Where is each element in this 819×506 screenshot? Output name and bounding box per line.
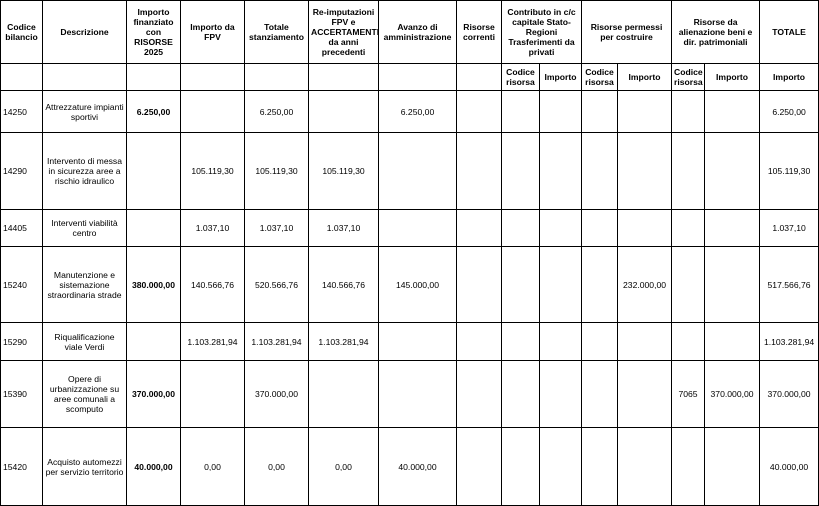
cell-importo-finanziato bbox=[127, 210, 181, 247]
cell-totale: 1.037,10 bbox=[760, 210, 819, 247]
header-importo-fpv: Importo da FPV bbox=[181, 1, 245, 64]
cell-descrizione: Manutenzione e sistemazione straordinaria strade bbox=[43, 247, 127, 323]
table-row bbox=[1, 361, 819, 428]
subheader-contributo-codice: Codice risorsa bbox=[502, 64, 540, 91]
cell-descrizione: Interventi viabilità centro bbox=[43, 210, 127, 247]
subheader-contributo-importo: Importo bbox=[540, 64, 582, 91]
subheader-empty bbox=[245, 64, 309, 91]
header-risorse-correnti: Risorse correnti bbox=[457, 1, 502, 64]
cell-fpv: 105.119,30 bbox=[181, 133, 245, 210]
cell-totale-stanziamento: 370.000,00 bbox=[245, 361, 309, 428]
cell-codice: 15420 bbox=[1, 428, 43, 506]
table-row bbox=[1, 247, 819, 323]
cell-avanzo: 40.000,00 bbox=[379, 428, 457, 506]
cell-reimputazioni: 1.037,10 bbox=[309, 210, 379, 247]
cell-permessi-codice bbox=[582, 428, 618, 506]
cell-alienazione-codice bbox=[672, 210, 705, 247]
header-risorse-permessi: Risorse permessi per costruire bbox=[582, 1, 672, 64]
subheader-totale-importo: Importo bbox=[760, 64, 819, 91]
subheader-row bbox=[1, 64, 819, 91]
cell-importo-finanziato bbox=[127, 323, 181, 361]
cell-risorse-correnti bbox=[457, 210, 502, 247]
cell-contributo-importo bbox=[540, 247, 582, 323]
cell-contributo-importo bbox=[540, 323, 582, 361]
header-totale-stanziamento: Totale stanziamento bbox=[245, 1, 309, 64]
cell-contributo-codice bbox=[502, 133, 540, 210]
cell-codice: 14405 bbox=[1, 210, 43, 247]
cell-fpv bbox=[181, 91, 245, 133]
cell-reimputazioni: 140.566,76 bbox=[309, 247, 379, 323]
cell-avanzo bbox=[379, 210, 457, 247]
table-row bbox=[1, 323, 819, 361]
cell-codice: 15240 bbox=[1, 247, 43, 323]
cell-permessi-importo bbox=[618, 91, 672, 133]
cell-avanzo: 6.250,00 bbox=[379, 91, 457, 133]
cell-permessi-importo bbox=[618, 133, 672, 210]
table-row bbox=[1, 210, 819, 247]
cell-alienazione-codice bbox=[672, 428, 705, 506]
cell-alienazione-importo bbox=[705, 247, 760, 323]
cell-alienazione-importo bbox=[705, 210, 760, 247]
subheader-permessi-importo: Importo bbox=[618, 64, 672, 91]
subheader-alienazione-codice: Codice risorsa bbox=[672, 64, 705, 91]
table-row bbox=[1, 428, 819, 506]
cell-contributo-importo bbox=[540, 133, 582, 210]
cell-importo-finanziato: 370.000,00 bbox=[127, 361, 181, 428]
cell-contributo-codice bbox=[502, 247, 540, 323]
subheader-alienazione-importo: Importo bbox=[705, 64, 760, 91]
cell-reimputazioni: 105.119,30 bbox=[309, 133, 379, 210]
cell-permessi-importo bbox=[618, 361, 672, 428]
cell-totale: 517.566,76 bbox=[760, 247, 819, 323]
cell-totale-stanziamento: 6.250,00 bbox=[245, 91, 309, 133]
cell-codice: 14250 bbox=[1, 91, 43, 133]
cell-importo-finanziato bbox=[127, 133, 181, 210]
cell-contributo-importo bbox=[540, 91, 582, 133]
cell-contributo-codice bbox=[502, 323, 540, 361]
cell-totale: 1.103.281,94 bbox=[760, 323, 819, 361]
cell-permessi-importo bbox=[618, 210, 672, 247]
header-reimputazioni: Re-imputazioni FPV e ACCERTAMENTI da anni precedenti bbox=[309, 1, 379, 64]
cell-contributo-codice bbox=[502, 210, 540, 247]
cell-permessi-codice bbox=[582, 323, 618, 361]
cell-risorse-correnti bbox=[457, 323, 502, 361]
subheader-empty bbox=[1, 64, 43, 91]
cell-totale: 6.250,00 bbox=[760, 91, 819, 133]
cell-descrizione: Attrezzature impianti sportivi bbox=[43, 91, 127, 133]
cell-alienazione-importo bbox=[705, 323, 760, 361]
cell-permessi-importo bbox=[618, 323, 672, 361]
cell-permessi-codice bbox=[582, 210, 618, 247]
cell-totale-stanziamento: 1.037,10 bbox=[245, 210, 309, 247]
cell-descrizione: Acquisto automezzi per servizio territorio bbox=[43, 428, 127, 506]
cell-risorse-correnti bbox=[457, 91, 502, 133]
cell-alienazione-codice bbox=[672, 133, 705, 210]
cell-totale: 105.119,30 bbox=[760, 133, 819, 210]
cell-codice: 15290 bbox=[1, 323, 43, 361]
cell-risorse-correnti bbox=[457, 428, 502, 506]
cell-contributo-importo bbox=[540, 210, 582, 247]
cell-alienazione-codice bbox=[672, 323, 705, 361]
header-row bbox=[1, 1, 819, 64]
cell-contributo-importo bbox=[540, 428, 582, 506]
subheader-empty bbox=[457, 64, 502, 91]
cell-fpv: 1.037,10 bbox=[181, 210, 245, 247]
cell-risorse-correnti bbox=[457, 361, 502, 428]
cell-totale: 40.000,00 bbox=[760, 428, 819, 506]
cell-contributo-codice bbox=[502, 428, 540, 506]
cell-permessi-importo: 232.000,00 bbox=[618, 247, 672, 323]
cell-avanzo bbox=[379, 361, 457, 428]
cell-descrizione: Intervento di messa in sicurezza aree a rischio idraulico bbox=[43, 133, 127, 210]
cell-contributo-codice bbox=[502, 361, 540, 428]
cell-permessi-codice bbox=[582, 133, 618, 210]
cell-reimputazioni bbox=[309, 91, 379, 133]
cell-permessi-importo bbox=[618, 428, 672, 506]
cell-fpv: 0,00 bbox=[181, 428, 245, 506]
cell-descrizione: Riqualificazione viale Verdi bbox=[43, 323, 127, 361]
cell-alienazione-importo bbox=[705, 133, 760, 210]
header-avanzo: Avanzo di amministrazione bbox=[379, 1, 457, 64]
cell-fpv: 140.566,76 bbox=[181, 247, 245, 323]
cell-totale: 370.000,00 bbox=[760, 361, 819, 428]
table-row bbox=[1, 133, 819, 210]
cell-permessi-codice bbox=[582, 361, 618, 428]
cell-totale-stanziamento: 520.566,76 bbox=[245, 247, 309, 323]
cell-codice: 15390 bbox=[1, 361, 43, 428]
subheader-empty bbox=[127, 64, 181, 91]
subheader-empty bbox=[181, 64, 245, 91]
cell-codice: 14290 bbox=[1, 133, 43, 210]
header-descrizione: Descrizione bbox=[43, 1, 127, 64]
cell-totale-stanziamento: 1.103.281,94 bbox=[245, 323, 309, 361]
cell-importo-finanziato: 40.000,00 bbox=[127, 428, 181, 506]
cell-risorse-correnti bbox=[457, 247, 502, 323]
header-totale: TOTALE bbox=[760, 1, 819, 64]
subheader-empty bbox=[309, 64, 379, 91]
cell-fpv bbox=[181, 361, 245, 428]
cell-importo-finanziato: 380.000,00 bbox=[127, 247, 181, 323]
cell-alienazione-codice bbox=[672, 91, 705, 133]
header-codice-bilancio: Codice bilancio bbox=[1, 1, 43, 64]
cell-avanzo: 145.000,00 bbox=[379, 247, 457, 323]
cell-totale-stanziamento: 0,00 bbox=[245, 428, 309, 506]
table-row bbox=[1, 91, 819, 133]
cell-alienazione-importo bbox=[705, 428, 760, 506]
cell-permessi-codice bbox=[582, 91, 618, 133]
cell-importo-finanziato: 6.250,00 bbox=[127, 91, 181, 133]
cell-fpv: 1.103.281,94 bbox=[181, 323, 245, 361]
subheader-empty bbox=[43, 64, 127, 91]
cell-contributo-importo bbox=[540, 361, 582, 428]
cell-alienazione-importo bbox=[705, 91, 760, 133]
cell-avanzo bbox=[379, 323, 457, 361]
header-importo-finanziato: Importo finanziato con RISORSE 2025 bbox=[127, 1, 181, 64]
cell-risorse-correnti bbox=[457, 133, 502, 210]
cell-alienazione-importo: 370.000,00 bbox=[705, 361, 760, 428]
cell-totale-stanziamento: 105.119,30 bbox=[245, 133, 309, 210]
header-contributo: Contributo in c/c capitale Stato-Regioni Trasferimenti da privati bbox=[502, 1, 582, 64]
cell-descrizione: Opere di urbanizzazione su aree comunali a scomputo bbox=[43, 361, 127, 428]
header-risorse-alienazione: Risorse da alienazione beni e dir. patrimoniali bbox=[672, 1, 760, 64]
subheader-permessi-codice: Codice risorsa bbox=[582, 64, 618, 91]
subheader-empty bbox=[379, 64, 457, 91]
cell-alienazione-codice: 7065 bbox=[672, 361, 705, 428]
cell-contributo-codice bbox=[502, 91, 540, 133]
cell-permessi-codice bbox=[582, 247, 618, 323]
cell-reimputazioni bbox=[309, 361, 379, 428]
cell-alienazione-codice bbox=[672, 247, 705, 323]
cell-avanzo bbox=[379, 133, 457, 210]
cell-reimputazioni: 0,00 bbox=[309, 428, 379, 506]
cell-reimputazioni: 1.103.281,94 bbox=[309, 323, 379, 361]
